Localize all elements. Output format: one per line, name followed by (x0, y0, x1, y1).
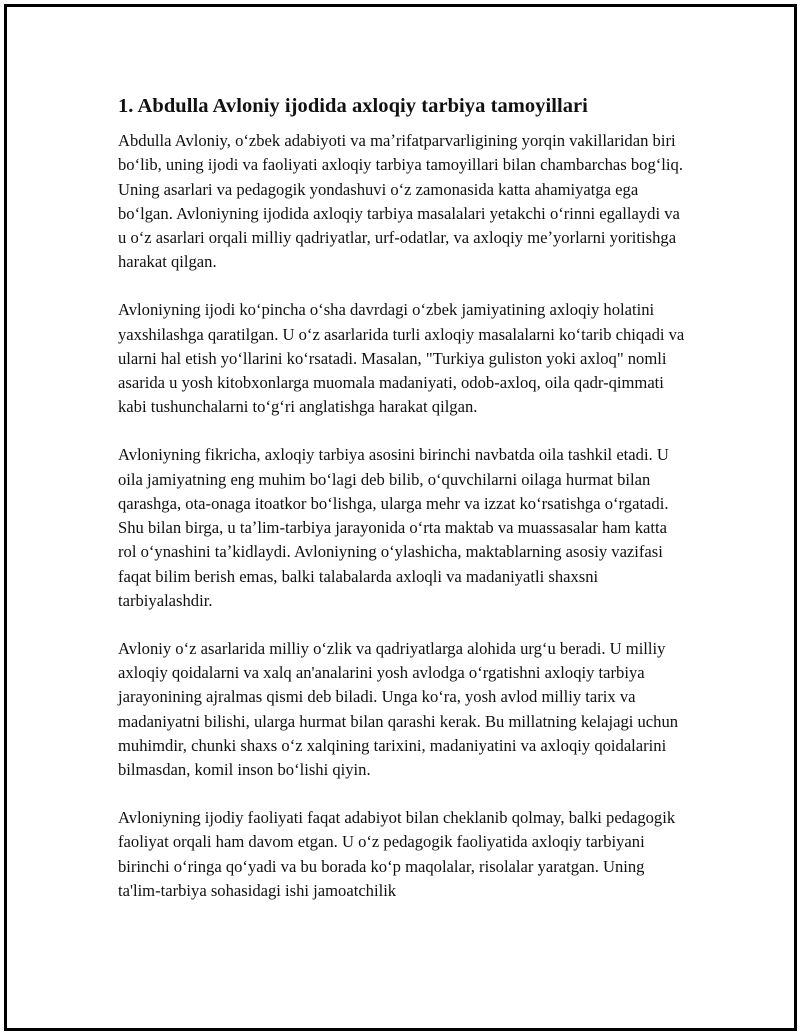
paragraph-1: Abdulla Avloniy, oʻzbek adabiyoti va maʼrifatparvarligining yorqin vakillaridan biri boʻlib, uning ijodi va faoliyati axloqiy tarbiya tamoyillari bilan chambarchas bogʻliq. Uning asarlari va pedagogik yondashuvi oʻz zamonasida katta ahamiyatga ega boʻlgan. Avloniyning ijodida axloqiy tarbiya masalalari yetakchi oʻrinni egallaydi va u oʻz asarlari orqali milliy qadriyatlar, urf-odatlar, va axloqiy meʼyorlarni yoritishga harakat qilgan. (118, 131, 683, 272)
paragraph-4: Avloniy oʻz asarlarida milliy oʻzlik va qadriyatlarga alohida urgʻu beradi. U milliy axloqiy qoidalarni va xalq an'analarini yosh avlodga oʻrgatishni axloqiy tarbiya jarayonining ajralmas qismi deb biladi. Unga koʻra, yosh avlod milliy tarix va madaniyatni bilishi, ularga hurmat bilan qarashi kerak. Bu millatning kelajagi uchun muhimdir, chunki shaxs oʻz xalqining tarixini, madaniyatini va axloqiy qoidalarini bilmasdan, komil inson boʻlishi qiyin. (118, 638, 679, 780)
section-heading: 1. Abdulla Avloniy ijodida axloqiy tarbiya tamoyillari (118, 95, 588, 117)
paragraph-2: Avloniyning ijodi koʻpincha oʻsha davrdagi oʻzbek jamiyatining axloqiy holatini yaxshilashga qaratilgan. U oʻz asarlarida turli axloqiy masalalarni koʻtarib chiqadi va ularni hal etish yoʻllarini koʻrsatadi. Masalan, "Turkiya guliston yoki axloq" nomli asarida u yosh kitobxonlarga muomala madaniyati, odob-axloq, oila qadr-qimmati kabi tushunchalarni toʻgʻri anglatishga harakat qilgan. (118, 300, 685, 417)
paragraph-3: Avloniyning fikricha, axloqiy tarbiya asosini birinchi navbatda oila tashkil etadi. U oila jamiyatning eng muhim boʻlagi deb bilib, oʻquvchilarni oilaga hurmat bilan qarashga, ota-onaga itoatkor boʻlishga, ularga mehr va izzat koʻrsatishga oʻrgatadi. Shu bilan birga, u taʼlim-tarbiya jarayonida oʻrta maktab va muassasalar ham katta rol oʻynashini taʼkidlaydi. Avloniyning oʻylashicha, maktablarning asosiy vazifasi faqat bilim berish emas, balki talabalarda axloqli va madaniyatli shaxsni tarbiyalashdir. (118, 445, 669, 611)
paragraph-5: Avloniyning ijodiy faoliyati faqat adabiyot bilan cheklanib qolmay, balki pedagogik faoliyat orqali ham davom etgan. U oʻz pedagogik faoliyatida axloqiy tarbiyani birinchi oʻringa qoʻyadi va bu borada koʻp maqolalar, risolalar yaratgan. Uning ta'lim-tarbiya sohasidagi ishi jamoatchilik (118, 808, 676, 901)
document-body (118, 92, 688, 927)
